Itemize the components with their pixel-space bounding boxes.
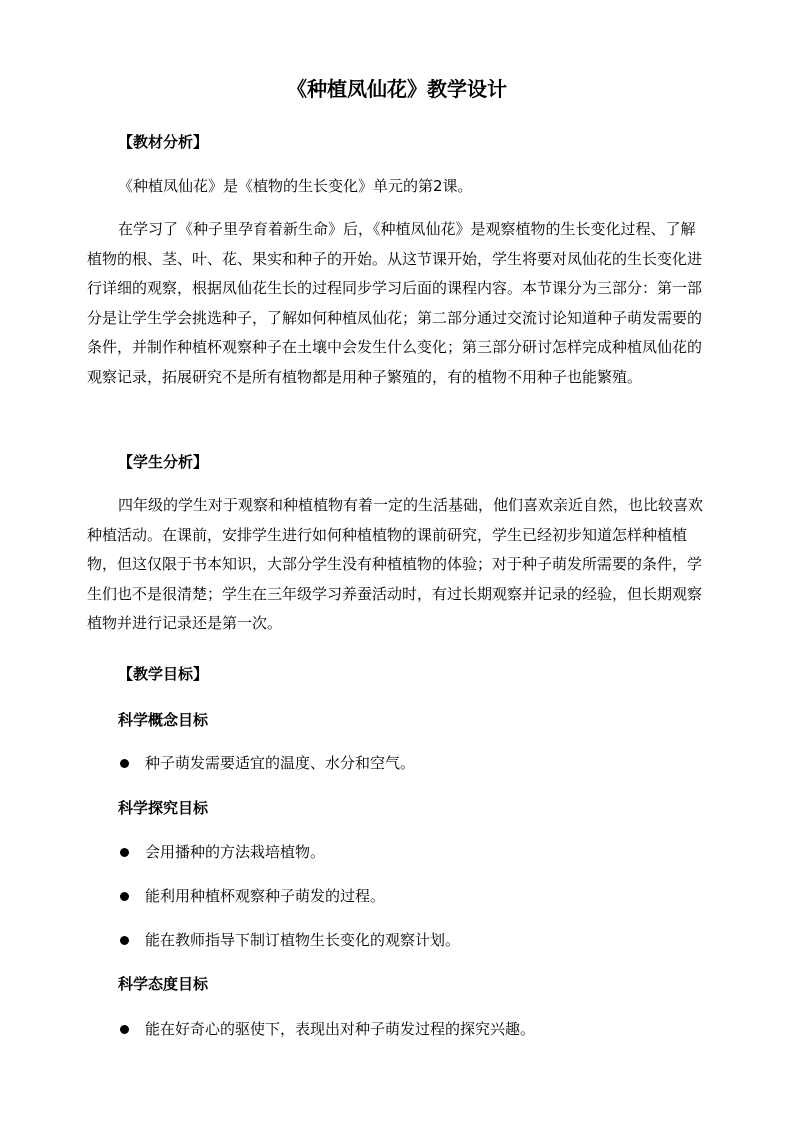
list-item: [120, 1018, 535, 1040]
paragraph-student-analysis: 四年级的学生对于观察和种植植物有着一定的生活基础，他们喜欢亲近自然，也比较喜欢种植活动。在课前，安排学生进行如何种植植物的课前研究，学生已经初步知道怎样种植植物，但这仅限于书本知识，大部分学生没有种植植物的体验；对于种子萌发所需要的条件，学生们也不是很清楚；学生在三年级学习养蚕活动时，有过长期观察并记录的经验，但长期观察植物并进行记录还是第一次。: [87, 496, 704, 632]
list-item-text: 会用播种的方法栽培植物。: [145, 843, 326, 861]
bullet-dot-icon: [120, 936, 129, 945]
list-item: [120, 885, 385, 907]
subheading-concept-goals: 科学概念目标: [118, 711, 209, 729]
bullet-dot-icon: [120, 848, 129, 857]
list-item-text: 种子萌发需要适宜的温度、水分和空气。: [145, 754, 416, 772]
bullet-dot-icon: [120, 892, 129, 901]
list-item-text: 能在教师指导下制订植物生长变化的观察计划。: [145, 931, 461, 949]
section-heading-student-analysis: 【学生分析】: [118, 453, 209, 471]
list-item-text: 能在好奇心的驱使下，表现出对种子萌发过程的探究兴趣。: [145, 1020, 536, 1038]
subheading-inquiry-goals: 科学探究目标: [118, 799, 209, 817]
paragraph-material-detail: 在学习了《种子里孕育着新生命》后，《种植凤仙花》是观察植物的生长变化过程、了解植物的根、茎、叶、花、果实和种子的开始。从这节课开始，学生将要对凤仙花的生长变化进行详细的观察，根据凤仙花生长的过程同步学习后面的课程内容。本节课分为三部分：第一部分是让学生学会挑选种子，了解如何种植凤仙花；第二部分通过交流讨论知道种子萌发需要的条件，并制作种植杯观察种子在土壤中会发生什么变化；第三部分研讨怎样完成种植凤仙花的观察记录，拓展研究不是所有植物都是用种子繁殖的，有的植物不用种子也能繁殖。: [87, 220, 703, 386]
subheading-attitude-goals: 科学态度目标: [118, 975, 209, 993]
section-heading-teaching-goals: 【教学目标】: [118, 665, 209, 683]
list-item: [120, 752, 415, 774]
bullet-dot-icon: [120, 759, 129, 768]
page-title: 《种植凤仙花》教学设计: [287, 77, 507, 101]
list-item: [120, 929, 460, 951]
bullet-dot-icon: [120, 1025, 129, 1034]
paragraph-material-intro: 《种植凤仙花》是《植物的生长变化》单元的第2课。: [118, 177, 473, 195]
list-item: [120, 841, 325, 863]
section-heading-material-analysis: 【教材分析】: [118, 133, 209, 151]
list-item-text: 能利用种植杯观察种子萌发的过程。: [145, 887, 386, 905]
